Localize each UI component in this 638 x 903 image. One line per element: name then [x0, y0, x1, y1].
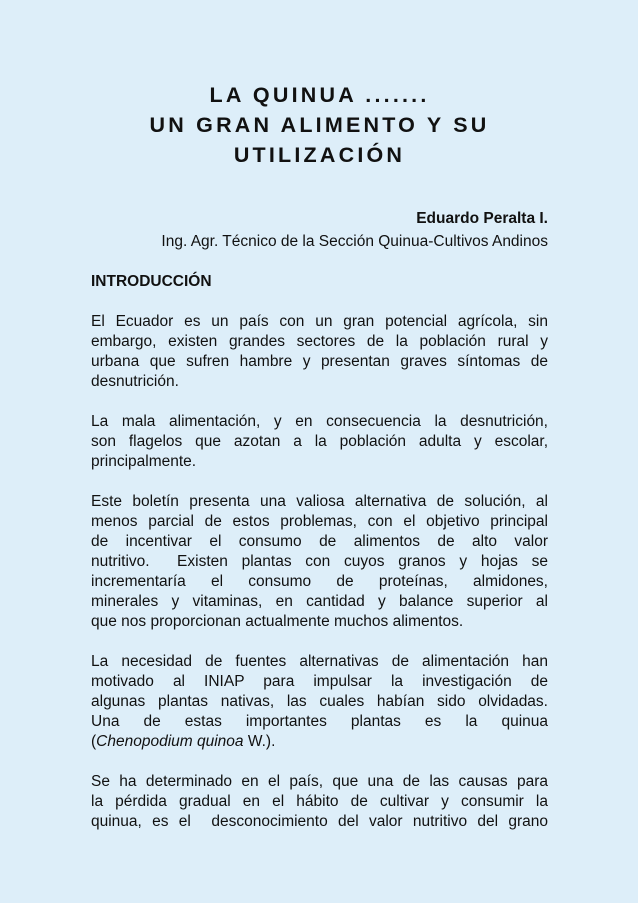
title-line-1: LA QUINUA .......: [209, 83, 430, 107]
paragraph-line: minerales y vitaminas, en cantidad y balance superior al: [91, 593, 548, 610]
paragraph-line: quinua, es el desconocimiento del valor nutritivo del grano: [91, 813, 548, 830]
paragraph-4: [91, 652, 548, 752]
paragraph-line: menos parcial de estos problemas, con el objetivo principal: [91, 513, 548, 530]
paragraph-line: La mala alimentación, y en consecuencia la desnutrición,: [91, 413, 548, 430]
paragraph-line: nutritivo. Existen plantas con cuyos granos y hojas se: [91, 553, 548, 570]
paragraph-line: Se ha determinado en el país, que una de las causas para: [91, 773, 548, 790]
paragraph-line: principalmente.: [91, 453, 197, 470]
paragraph-line: El Ecuador es un país con un gran potencial agrícola, sin: [91, 313, 548, 330]
species-name: Chenopodium quinoa: [96, 733, 244, 750]
paragraph-line: que nos proporcionan actualmente muchos alimentos.: [91, 613, 464, 630]
paragraph-line: incrementaría el consumo de proteínas, almidones,: [91, 573, 548, 590]
paragraph-line: Este boletín presenta una valiosa alternativa de solución, al: [91, 493, 548, 510]
species-authority: W.).: [243, 733, 276, 750]
paragraph-line: motivado al INIAP para impulsar la investigación de: [91, 673, 548, 690]
paragraph-line: Una de estas importantes plantas es la quinua: [91, 713, 548, 730]
paragraph-2: [91, 412, 548, 472]
author-affiliation: Ing. Agr. Técnico de la Sección Quinua-Cultivos Andinos: [161, 233, 548, 250]
paragraph-line: son flagelos que azotan a la población adulta y escolar,: [91, 433, 548, 450]
paragraph-line: de incentivar el consumo de alimentos de alto valor: [91, 533, 548, 550]
paragraph-line: urbana que sufren hambre y presentan graves síntomas de: [91, 353, 548, 370]
paragraph-line: La necesidad de fuentes alternativas de alimentación han: [91, 653, 548, 670]
paragraph-line: desnutrición.: [91, 373, 179, 390]
paragraph-line: embargo, existen grandes sectores de la población rural y: [91, 333, 548, 350]
paragraph-line: la pérdida gradual en el hábito de cultivar y consumir la: [91, 793, 548, 810]
species-open-paren: (: [91, 733, 97, 750]
paragraph-line: [91, 732, 548, 752]
title-line-2: UN GRAN ALIMENTO Y SU: [149, 113, 490, 137]
paragraph-3: [91, 492, 548, 632]
paragraph-line: algunas plantas nativas, las cuales habían sido olvidadas.: [91, 693, 548, 710]
paragraph-5: [91, 772, 548, 832]
document-title: [91, 0, 548, 170]
author-name: Eduardo Peralta I.: [416, 210, 548, 227]
section-heading: INTRODUCCIÓN: [91, 273, 212, 290]
title-line-3: UTILIZACIÓN: [233, 143, 406, 167]
paragraph-1: [91, 312, 548, 392]
